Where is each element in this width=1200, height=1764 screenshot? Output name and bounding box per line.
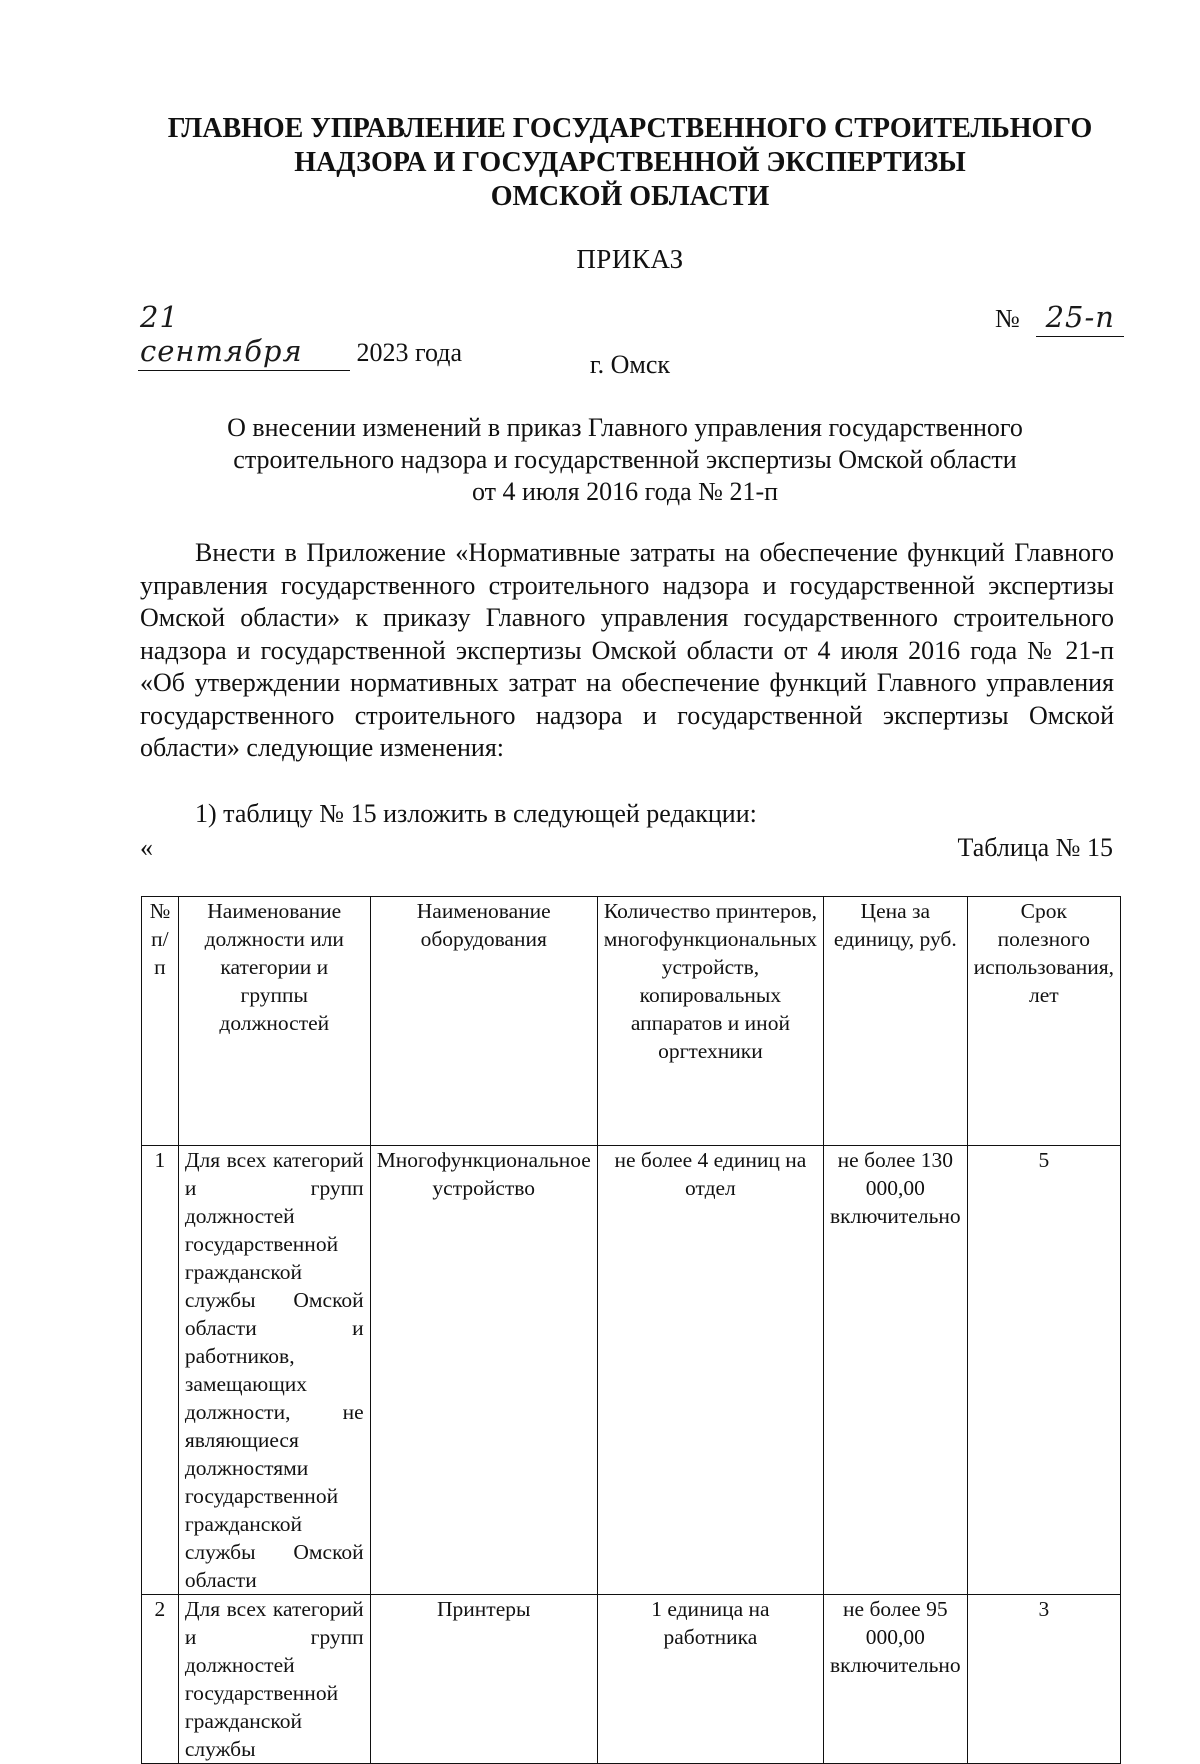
cell-position: Для всех категорий и групп должностей государственной гражданской службы Омской области и работников, замещающих должности, не являющиеся должностями государственной гражданской службы Омской области [178,1146,370,1595]
table-row [142,1146,1121,1595]
header-quantity: Количество принтеров, многофункциональных устройств, копировальных аппаратов и иной оргтехники [597,897,823,1146]
cell-price: не более 130 000,00 включительно [824,1146,968,1595]
cell-lifetime: 3 [967,1595,1120,1764]
cell-price: не более 95 000,00 включительно [824,1595,968,1764]
open-quote: « [140,833,153,862]
number-label: № [995,304,1020,333]
header-position: Наименование должности или категории и группы должностей [178,897,370,1146]
cell-position: Для всех категорий и групп должностей государственной гражданской службы [178,1595,370,1764]
cell-quantity: не более 4 единиц на отдел [597,1146,823,1595]
city: г. Омск [589,350,671,379]
cell-equipment: Многофункциональное устройство [370,1146,597,1595]
handwritten-number: 25-п [1036,300,1124,337]
body-text [140,537,1114,765]
norms-table [141,896,1121,1764]
table-row [142,1595,1121,1764]
cell-lifetime: 5 [967,1146,1120,1595]
document-type: ПРИКАЗ [576,244,684,274]
header-lifetime: Срок полезного использования, лет [967,897,1120,1146]
header-equipment: Наименование оборудования [370,897,597,1146]
table-title: Таблица № 15 [957,833,1113,862]
order-date [138,300,463,368]
handwritten-date: 21 сентября [138,300,350,371]
org-line-3: ОМСКОЙ ОБЛАСТИ [490,181,770,212]
subject-line-3: от 4 июля 2016 года № 21-п [471,477,779,506]
subject-line-1: О внесении изменений в приказ Главного управления государственного [227,413,1023,442]
cell-num: 2 [142,1595,179,1764]
cell-equipment: Принтеры [370,1595,597,1764]
table-header-row [142,897,1121,1146]
body-paragraph: Внести в Приложение «Нормативные затраты на обеспечение функций Главного управления государственного строительного надзора и государственной экспертизы Омской области» к приказу Главного управления государственного строительного надзора и государственной экспертизы Омской области от 4 июля 2016 года № 21-п «Об утверждении нормативных затрат на обеспечение функций Главного управления государственного строительного надзора и государственной экспертизы Омской области» следующие изменения: [140,538,1114,762]
order-subject [150,412,1100,508]
org-line-1: ГЛАВНОЕ УПРАВЛЕНИЕ ГОСУДАРСТВЕННОГО СТРОИТЕЛЬНОГО [167,113,1093,144]
header-price: Цена за единицу, руб. [824,897,968,1146]
organization-header [0,112,1200,214]
cell-quantity: 1 единица на работника [597,1595,823,1764]
item-1: 1) таблицу № 15 изложить в следующей редакции: [195,799,757,828]
order-number [995,300,1124,337]
subject-line-2: строительного надзора и государственной экспертизы Омской области [233,445,1017,474]
org-line-2: НАДЗОРА И ГОСУДАРСТВЕННОЙ ЭКСПЕРТИЗЫ [294,147,966,178]
cell-num: 1 [142,1146,179,1595]
date-year: 2023 года [356,338,463,367]
header-num: № п/п [142,897,179,1146]
